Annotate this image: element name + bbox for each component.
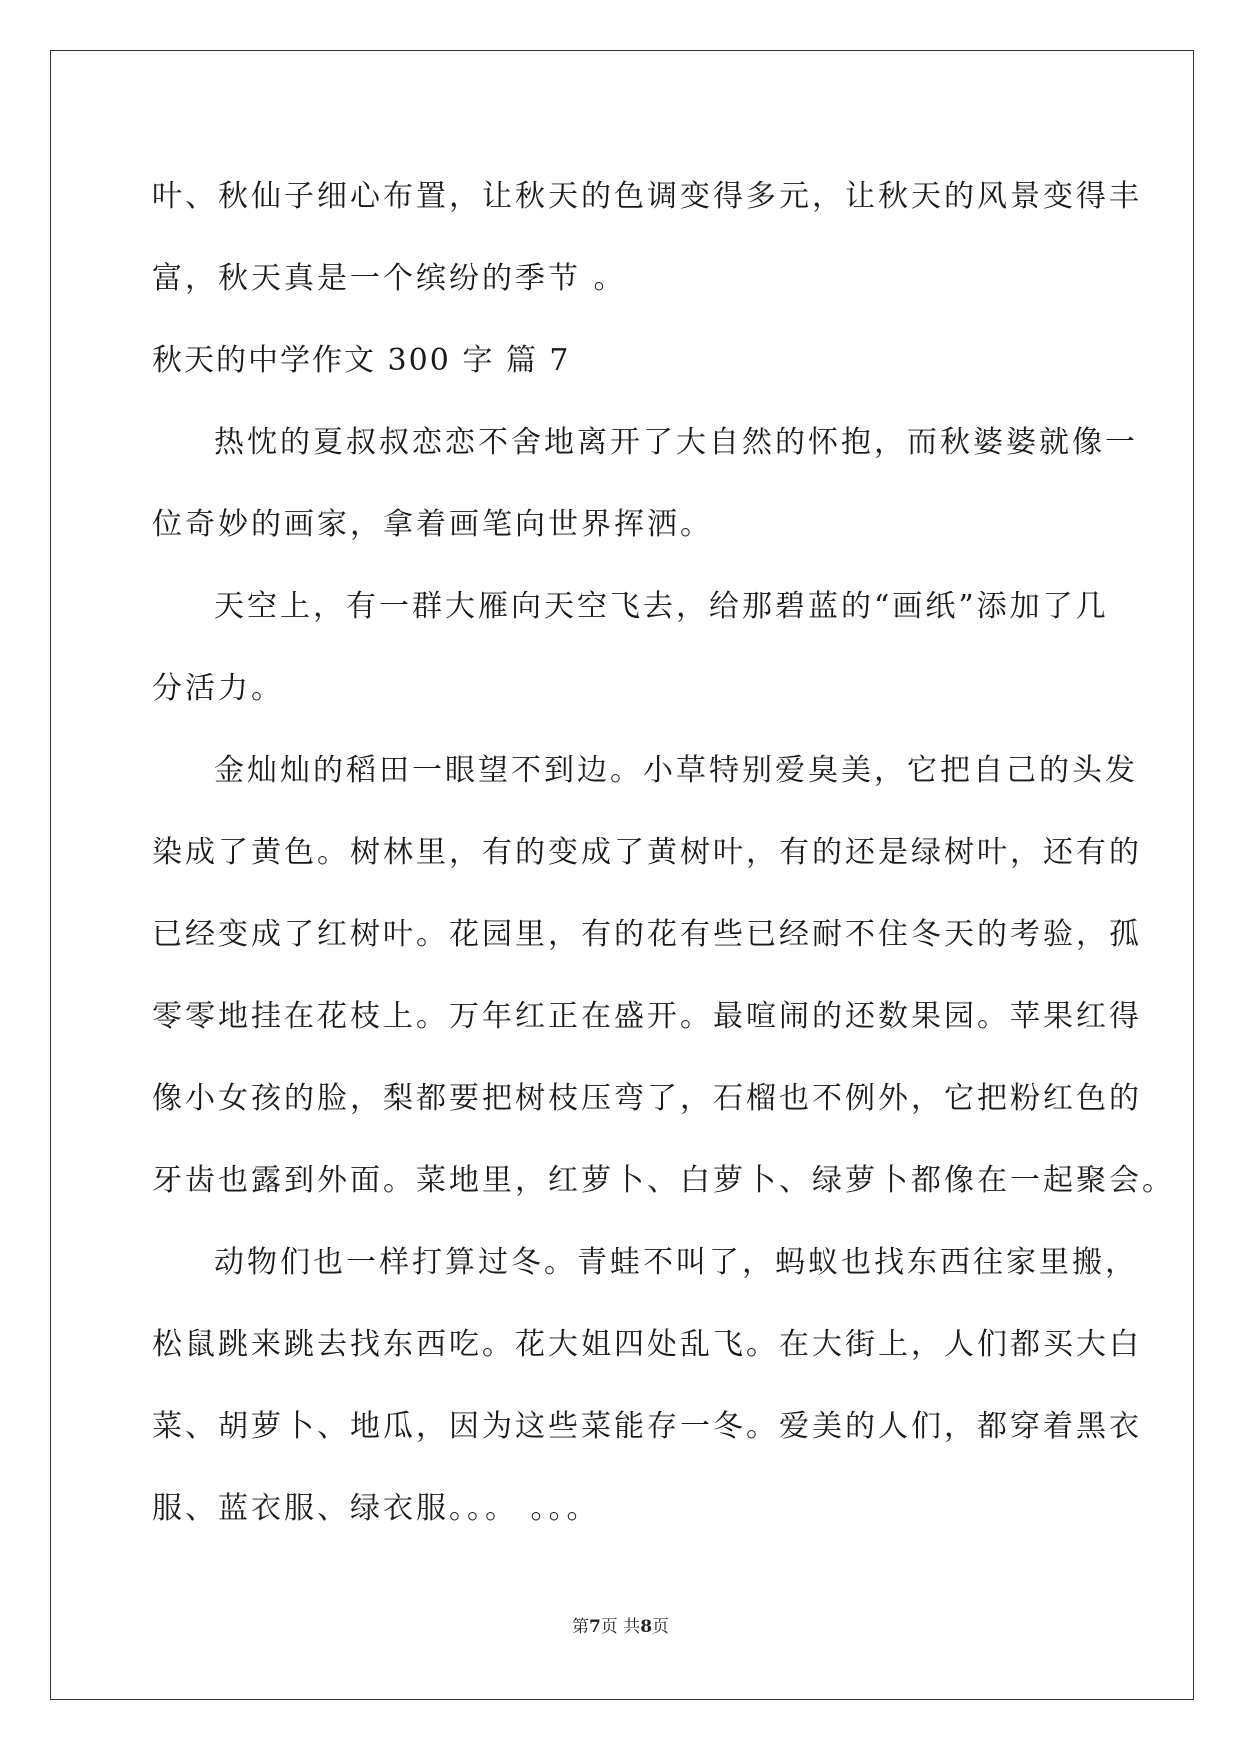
text-line-14: 动物们也一样打算过冬。青蛙不叫了，蚂蚁也找东西往家里搬， [214,1245,1138,1280]
current-page-number: 7 [588,1617,601,1637]
text-line-7: 分活力。 [152,671,284,706]
text-line-16: 菜、胡萝卜、地瓜，因为这些菜能存一冬。爱美的人们，都穿着黑衣 [152,1409,1142,1444]
document-body [152,156,1175,1550]
text-line-4: 热忱的夏叔叔恋恋不舍地离开了大自然的怀抱，而秋婆婆就像一 [214,425,1138,460]
text-line-10: 已经变成了红树叶。花园里，有的花有些已经耐不住冬天的考验，孤 [152,917,1142,952]
footer-suffix: 页 [652,1617,670,1637]
text-line-13: 牙齿也露到外面。菜地里，红萝卜、白萝卜、绿萝卜都像在一起聚会。 [152,1163,1175,1198]
footer-prefix: 第 [571,1617,589,1637]
page-footer [0,1612,1241,1637]
text-line-1: 叶、秋仙子细心布置，让秋天的色调变得多元，让秋天的风景变得丰 [152,179,1142,214]
text-line-9: 染成了黄色。树林里，有的变成了黄树叶，有的还是绿树叶，还有的 [152,835,1142,870]
text-line-17: 服、蓝衣服、绿衣服。。。 。。。 [152,1491,600,1526]
text-line-11: 零零地挂在花枝上。万年红正在盛开。最喧闹的还数果园。苹果红得 [152,999,1142,1034]
text-line-5: 位奇妙的画家，拿着画笔向世界挥洒。 [152,507,713,542]
footer-middle: 页 共 [600,1617,641,1637]
total-pages-number: 8 [640,1617,653,1637]
text-line-8: 金灿灿的稻田一眼望不到边。小草特别爱臭美，它把自己的头发 [214,753,1138,788]
text-line-12: 像小女孩的脸，梨都要把树枝压弯了，石榴也不例外，它把粉红色的 [152,1081,1142,1116]
section-heading: 秋天的中学作文 300 字 篇 7 [152,343,571,378]
text-line-15: 松鼠跳来跳去找东西吃。花大姐四处乱飞。在大街上，人们都买大白 [152,1327,1142,1362]
text-line-2: 富，秋天真是一个缤纷的季节 。 [152,261,627,296]
text-line-6: 天空上，有一群大雁向天空飞去，给那碧蓝的“画纸”添加了几 [214,589,1109,624]
